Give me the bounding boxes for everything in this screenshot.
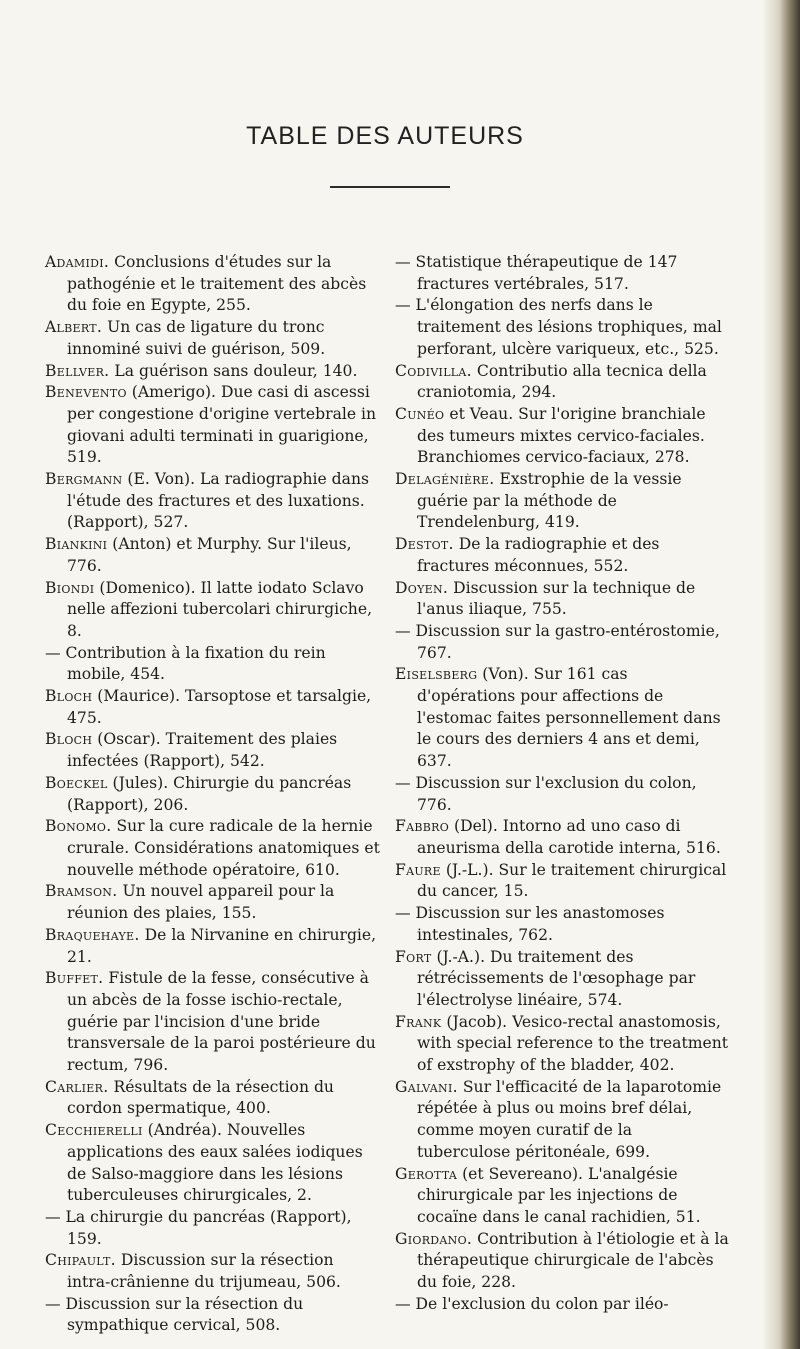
author-name: Eiselsberg [395, 665, 478, 684]
author-name: Cunéo [395, 404, 445, 423]
entry-text: Un nouvel appareil pour la réunion des plaies, 155. [67, 882, 335, 923]
entry-text: (Del). Intorno ad uno caso di aneurisma della carotide interna, 516. [417, 817, 721, 857]
index-entry [395, 947, 730, 1012]
author-name: Galvani. [395, 1077, 458, 1096]
index-entry [45, 534, 380, 577]
index-entry [395, 1012, 730, 1077]
index-entry [45, 881, 380, 924]
entry-text: — Discussion sur l'exclusion du colon, 776. [395, 773, 697, 814]
author-name: Bellver. [45, 361, 110, 380]
entry-text: (J.-A.). Du traitement des rétrécissements de l'œsophage par l'électrolyse linéaire, 574. [417, 947, 696, 1009]
author-name: Bramson. [45, 882, 118, 901]
author-name: Adamidi. [45, 253, 110, 271]
author-name: Codivilla. [395, 361, 472, 380]
index-entry [395, 664, 730, 773]
index-entry [45, 252, 380, 317]
entry-text: (J.-L.). Sur le traitement chirurgical du cancer, 15. [417, 860, 727, 901]
index-entry [395, 1164, 730, 1229]
index-entry [395, 295, 730, 360]
author-name: Bergmann [45, 470, 123, 489]
author-name: Cecchierelli [45, 1121, 143, 1140]
title-rule [330, 186, 450, 188]
index-entry [395, 1294, 730, 1316]
entry-text: (Jacob). Vesico-rectal anastomosis, with special reference to the treatment of exstrophy of the bladder, 402. [417, 1012, 729, 1075]
author-name: Giordano. [395, 1229, 473, 1248]
entry-text: Exstrophie de la vessie guérie par la méthode de Trendelenburg, 419. [417, 470, 682, 532]
author-name: Destot. [395, 535, 454, 554]
index-entry [45, 773, 380, 816]
entry-text: Discussion sur la technique de l'anus iliaque, 755. [417, 578, 696, 619]
entry-text: La guérison sans douleur, 140. [114, 361, 358, 380]
entry-text: — Contribution à la fixation du rein mobile, 454. [45, 643, 326, 684]
index-entry [45, 382, 380, 469]
entry-text: et Veau. Sur l'origine branchiale des tumeurs mixtes cervico-faciales. Branchiomes cervico-faciaux, 278. [417, 404, 706, 467]
index-entry [395, 860, 730, 903]
index-entry [45, 1294, 380, 1337]
author-name: Bonomo. [45, 817, 112, 836]
entry-text: De la Nirvanine en chirurgie, 21. [67, 925, 377, 966]
author-name: Carlier. [45, 1077, 109, 1096]
entry-text: (Amerigo). Due casi di ascessi per congestione d'origine vertebrale in giovani adulti terminati in guarigione, 519. [67, 383, 377, 467]
index-entry [45, 1120, 380, 1207]
index-entry [45, 361, 380, 383]
index-entry [45, 1077, 380, 1120]
entry-text: (et Severeano). L'analgésie chirurgicale par les injections de cocaïne dans le canal rachidien, 51. [417, 1164, 701, 1226]
index-entry [395, 404, 730, 469]
right-column [395, 252, 730, 1315]
entry-text: Sur la cure radicale de la hernie crurale. Considérations anatomiques et nouvelle méthode opératoire, 610. [67, 817, 380, 879]
entry-text: (Oscar). Traitement des plaies infectées (Rapport), 542. [67, 730, 338, 771]
author-name: Biankini [45, 535, 108, 554]
entry-text: Discussion sur la résection intra-crânienne du trijumeau, 506. [67, 1251, 341, 1292]
entry-text: — Discussion sur la résection du sympathique cervical, 508. [45, 1294, 304, 1335]
index-entry [395, 621, 730, 664]
author-name: Gerotta [395, 1164, 458, 1183]
entry-text: — Discussion sur les anastomoses intestinales, 762. [395, 904, 665, 944]
author-name: Albert. [45, 318, 103, 337]
entry-text: Contributio alla tecnica della craniotomia, 294. [417, 361, 707, 402]
entry-text: — De l'exclusion du colon par iléo- [395, 1294, 669, 1313]
index-entry [395, 578, 730, 621]
author-name: Delagénière. [395, 470, 495, 489]
index-entry [395, 1229, 730, 1294]
entry-text: (E. Von). La radiographie dans l'étude des fractures et des luxations. (Rapport), 527. [67, 470, 370, 532]
entry-text: De la radiographie et des fractures méconnues, 552. [417, 535, 660, 575]
author-name: Boeckel [45, 773, 108, 792]
index-entry [45, 925, 380, 968]
author-name: Fabbro [395, 817, 450, 836]
index-entry [395, 469, 730, 534]
entry-text: Sur l'efficacité de la laparotomie répétée à plus ou moins bref délai, comme moyen curatif de la tuberculose péritonéale, 699. [417, 1077, 722, 1161]
index-entry [395, 903, 730, 946]
index-entry [45, 816, 380, 881]
entry-text: Résultats de la résection du cordon spermatique, 400. [67, 1077, 334, 1118]
index-entry [45, 1207, 380, 1250]
index-entry [45, 643, 380, 686]
index-entry [395, 816, 730, 859]
entry-text: Un cas de ligature du tronc innominé suivi de guérison, 509. [67, 318, 326, 358]
author-name: Buffet. [45, 969, 104, 988]
index-entry [395, 361, 730, 404]
entry-text: Conclusions d'études sur la pathogénie et le traitement des abcès du foie en Egypte, 255. [67, 253, 367, 315]
entry-text: (Domenico). Il latte iodato Sclavo nelle affezioni tubercolari chirurgiche, 8. [67, 578, 373, 640]
author-name: Biondi [45, 578, 95, 597]
author-name: Chipault. [45, 1251, 116, 1270]
page-edge-shadow [762, 0, 800, 1349]
index-entry [45, 469, 380, 534]
author-name: Frank [395, 1012, 442, 1031]
entry-text: (Maurice). Tarsoptose et tarsalgie, 475. [67, 687, 372, 727]
index-entry [395, 1077, 730, 1164]
entry-text: (Von). Sur 161 cas d'opérations pour affections de l'estomac faites personnellement dans le cours des derniers 4 ans et demi, 637. [417, 665, 721, 771]
author-name: Faure [395, 860, 441, 879]
index-entry [45, 968, 380, 1077]
index-entry [45, 578, 380, 643]
author-name: Doyen. [395, 578, 449, 597]
index-entry [395, 773, 730, 816]
entry-text: Fistule de la fesse, consécutive à un abcès de la fosse ischio-rectale, guérie par l'incision d'une bride transversale de la paroi postérieure du rectum, 796. [67, 969, 376, 1075]
author-name: Benevento [45, 383, 127, 402]
author-name: Bloch [45, 687, 93, 706]
index-entry [395, 252, 730, 295]
index-entry [45, 729, 380, 772]
entry-text: (Andréa). Nouvelles applications des eaux salées iodiques de Salso-maggiore dans les lésions tuberculeuses chirurgicales, 2. [67, 1121, 363, 1205]
index-entry [45, 317, 380, 360]
author-name: Braquehaye. [45, 925, 140, 944]
entry-text: (Jules). Chirurgie du pancréas (Rapport), 206. [67, 773, 352, 814]
entry-text: — Discussion sur la gastro-entérostomie, 767. [395, 621, 720, 662]
page-title: TABLE DES AUTEURS [246, 122, 524, 150]
entry-text: Contribution à l'étiologie et à la thérapeutique chirurgicale de l'abcès du foie, 228. [417, 1229, 729, 1292]
author-name: Bloch [45, 730, 93, 749]
entry-text: — Statistique thérapeutique de 147 fractures vertébrales, 517. [395, 253, 678, 293]
index-entry [395, 534, 730, 577]
left-column [45, 252, 380, 1337]
entry-text: (Anton) et Murphy. Sur l'ileus, 776. [67, 535, 352, 575]
author-name: Fort [395, 947, 432, 966]
entry-text: — L'élongation des nerfs dans le traitement des lésions trophiques, mal perforant, ulcère variqueux, etc., 525. [395, 296, 722, 358]
index-entry [45, 686, 380, 729]
entry-text: — La chirurgie du pancréas (Rapport), 159. [45, 1207, 352, 1248]
index-entry [45, 1250, 380, 1293]
